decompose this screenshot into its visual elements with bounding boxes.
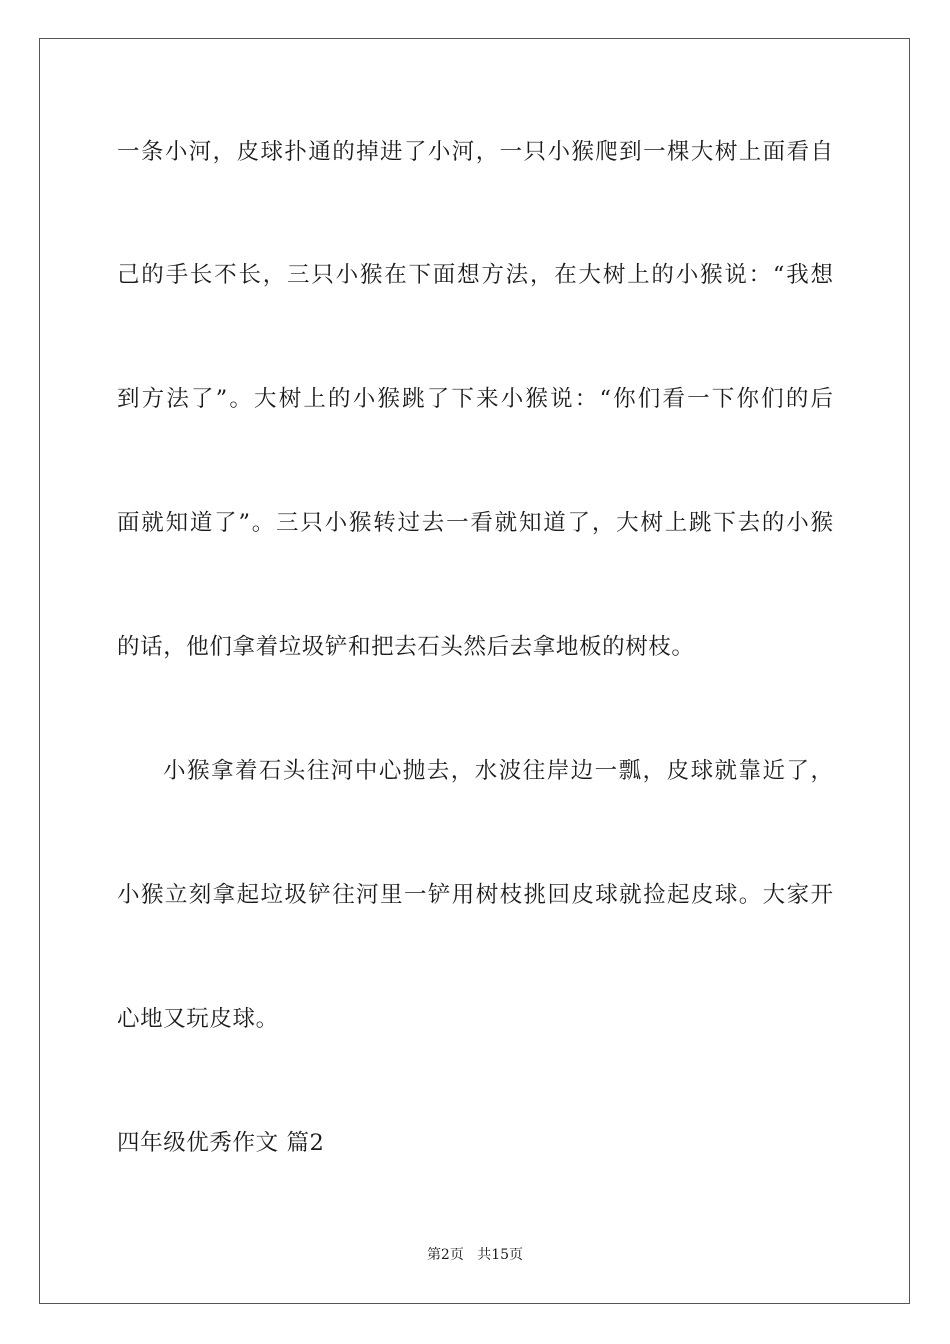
page-total: 共15页 — [477, 1247, 524, 1263]
body-line-3: 到方法了”。大树上的小猴跳了下来小猴说：“你们看一下你们的后 — [117, 386, 833, 412]
body-line-6: 小猴拿着石头往河中心抛去，水波往岸边一瓢，皮球就靠近了， — [163, 758, 833, 784]
body-line-8: 心地又玩皮球。 — [117, 1006, 279, 1032]
body-line-4: 面就知道了”。三只小猴转过去一看就知道了，大树上跳下去的小猴 — [117, 510, 833, 536]
body-line-1: 一条小河，皮球扑通的掉进了小河，一只小猴爬到一棵大树上面看自 — [117, 139, 833, 165]
body-line-5: 的话，他们拿着垃圾铲和把去石头然后去拿地板的树枝。 — [117, 634, 695, 660]
section-heading: 四年级优秀作文 篇2 — [117, 1130, 325, 1156]
page-number: 第2页 — [426, 1247, 464, 1263]
body-line-7: 小猴立刻拿起垃圾铲往河里一铲用树枝挑回皮球就捡起皮球。大家开 — [117, 882, 833, 908]
page-frame — [39, 38, 910, 1304]
body-line-2: 己的手长不长，三只小猴在下面想方法，在大树上的小猴说：“我想 — [117, 262, 833, 288]
page-footer — [0, 1246, 950, 1264]
